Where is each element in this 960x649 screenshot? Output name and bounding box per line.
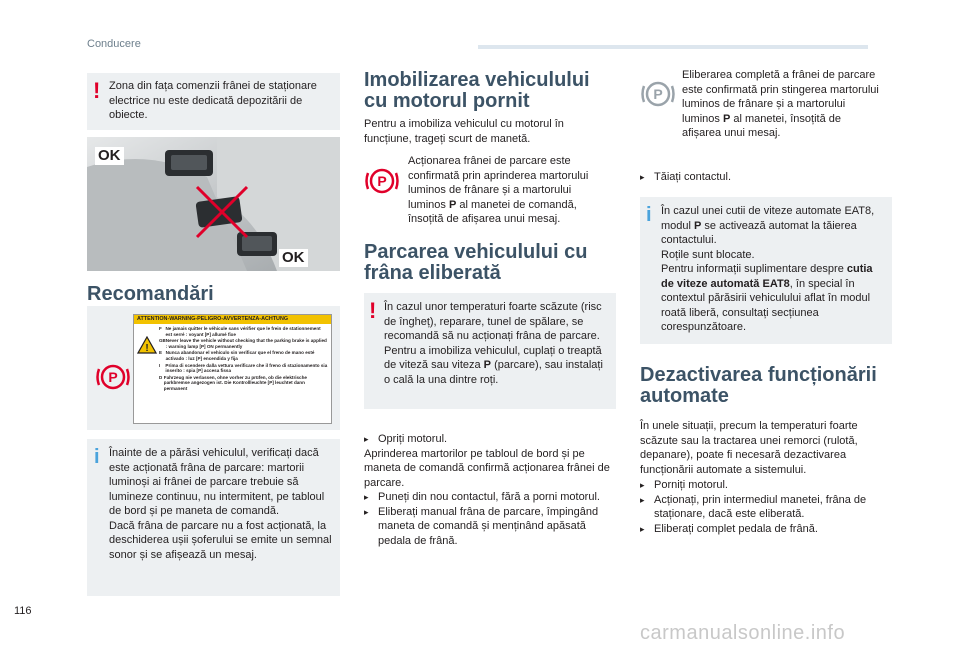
page-number: 116 [14, 605, 32, 617]
list-item: ▸ Puneți din nou contactul, fără a porni motorul. [364, 491, 600, 503]
recommendations-heading: Recomandări [87, 283, 214, 305]
para-brake-confirmed: Acționarea frânei de parcare este confirmată prin aprinderea martorului luminos de frânare și a martorului luminos P al manetei de comandă, însoțită de afișarea unui mesaj. [408, 155, 589, 225]
svg-text:P: P [377, 173, 387, 189]
sticker-rows [159, 326, 328, 392]
svg-text:!: ! [145, 343, 149, 354]
sticker-row: D Fahrzeug nie verlassen, ohne vorher zu prüfen, ob die elektrische parkbremse angezogen ist. Die Kontrollleuchte [P] leuchtet dann permanent [159, 374, 307, 391]
sticker-row: GB Never leave the vehicle without checking that the parking brake is applied : warning lamp [P] ON permanently [159, 338, 327, 349]
list-item: ▸ Opriți motorul. [364, 433, 448, 445]
warning-label-box [87, 306, 340, 430]
header-bar [478, 45, 868, 49]
sticker-row: E Nunca abandonar el vehículo sin verificar que el freno de mano esté activado : luz [P] encendida y fija [159, 350, 315, 361]
parking-brake-p-icon [95, 359, 131, 395]
watermark: carmanualsonline.info [640, 622, 846, 644]
bullet-arrow-icon: ▸ [640, 480, 645, 490]
heading-immobilize-engine-running: Imobilizarea vehiculului cu motorul pornit [364, 69, 590, 112]
warning-icon: ! [369, 298, 377, 323]
sticker-row: I Prima di scendere dalla vettura verificare che il freno di stazionamento sia inserito : spia [P] accesa fissa [159, 362, 328, 374]
info-box-leaving-vehicle [87, 439, 340, 596]
bullet-arrow-icon: ▸ [640, 523, 645, 534]
step-ignition-off [640, 170, 880, 185]
sticker-warning-triangle [137, 326, 159, 392]
bullet-arrow-icon: ▸ [364, 492, 369, 502]
sticker-banner: ATTENTION-WARNING-PELIGRO-AVVERTENZA-ACHTUNG [134, 315, 331, 324]
info-box-eat8 [640, 197, 892, 344]
bullet-arrow-icon: ▸ [640, 172, 645, 182]
parking-brake-grey-icon [640, 76, 676, 112]
step-note: Aprinderea martorilor pe tabloul de bord și pe maneta de comandă confirmă acționarea frânei de parcare. [364, 447, 610, 489]
warning-text-low-temperature: În cazul unor temperaturi foarte scăzute (risc de îngheț), reparare, tunel de spălare, se recomandă să nu acționați frâna de parcare. Pentru a imobiliza vehiculul, cuplați o treaptă de viteză sau viteza P (parcare), sau instalați o cală la una dintre roți. [384, 301, 603, 386]
bullet-arrow-icon: ▸ [364, 506, 369, 517]
para-deactivate: În unele situații, precum la temperaturi foarte scăzute sau la tractarea unei remorci (rulotă, depanare), poate fi necesară dezactivarea funcționării automate a sistemului. [640, 420, 858, 476]
warning-icon: ! [93, 78, 101, 103]
warning-box-low-temperature [364, 293, 616, 409]
section-title: Conducere [87, 38, 141, 50]
bullet-arrow-icon: ▸ [364, 434, 369, 444]
ok-label-bottom: OK [279, 249, 308, 267]
svg-text:P: P [653, 86, 663, 102]
bullet-arrow-icon: ▸ [640, 494, 645, 505]
list-item: ▸ Eliberați manual frâna de parcare, împingând maneta de comandă și menținând apăsată pedala de frână. [364, 505, 599, 547]
list-item: ▸ Acționați, prin intermediul manetei, frâna de staționare, dacă este eliberată. [640, 493, 867, 520]
steps-deactivate [640, 478, 890, 536]
parking-brake-p-icon [364, 163, 400, 199]
heading-deactivate-automatic: Dezactivarea funcționării automate [640, 364, 877, 407]
info-text-leaving-vehicle: Înainte de a părăsi vehiculul, verificați dacă este acționată frâna de parcare: martorii luminoși ai frânei de parcare trebuie să lumineze continuu, nu intermitent, pe tabloul de bord și pe maneta de comandă. Dacă frâna de parcare nu a fost acționată, la deschiderea ușii șoferului se emite un semnal sonor și se afișează un mesaj. [109, 447, 332, 561]
info-icon: i [94, 446, 100, 468]
para-immobilize: Pentru a imobiliza vehiculul cu motorul în funcțiune, trageți scurt de manetă. [364, 118, 564, 145]
info-text-eat8: În cazul unei cutii de viteze automate EAT8, modul P se activează automat la tăierea contactului. Roțile sunt blocate. Pentru informații suplimentare despre cutia de viteze automată EAT8, în special în contextul părăsirii vehiculului aflat în modul roată liberă, consultați secțiunea corespunzătoare. [661, 205, 875, 333]
list-item: ▸ Eliberați complet pedala de frână. [640, 522, 818, 535]
sticker-row: F Ne jamais quitter le véhicule sans vérifier que le frein de stationnement est serré : voyant [P] allumé fixe [159, 326, 321, 337]
warning-text-storage: Zona din fața comenzii frânei de staționare electrice nu este dedicată depozitării de obiecte. [109, 80, 317, 121]
svg-text:P: P [108, 369, 118, 385]
list-item: ▸ Porniți motorul. [640, 479, 728, 491]
info-icon: i [646, 204, 652, 226]
list-item: ▸ Tăiați contactul. [640, 171, 732, 183]
warning-box-storage [87, 73, 340, 130]
para-brake-released-confirmed: Eliberarea completă a frânei de parcare este confirmată prin stingerea martorului luminos de frânare și a martorului luminos P al manetei, însoțită de afișarea unui mesaj. [682, 69, 879, 139]
ok-label-top: OK [95, 147, 124, 165]
console-photo [87, 137, 340, 271]
steps-park-released [364, 432, 616, 548]
warning-sticker [133, 314, 332, 424]
heading-park-released: Parcarea vehiculului cu frâna eliberată [364, 241, 588, 284]
